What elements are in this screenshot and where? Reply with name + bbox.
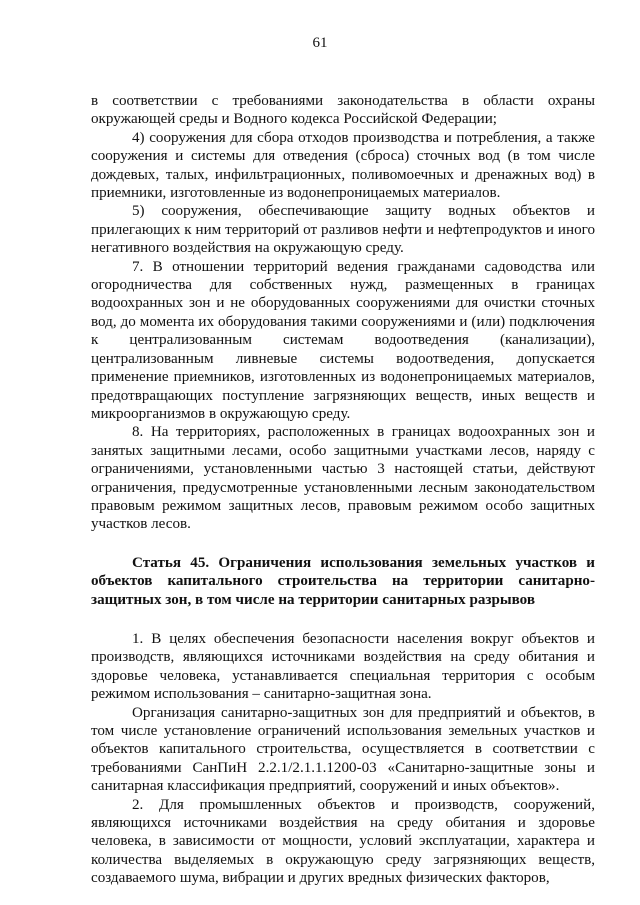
article-heading: Статья 45. Ограничения использования земельных участков и объектов капитального строительства на территории санитарно-защитных зон, в том числе на территории санитарных разрывов: [91, 554, 595, 608]
paragraph-point-7: 7. В отношении территорий ведения гражданами садоводства или огородничества для собственных нужд, размещенных в границах водоохранных зон и не оборудованных сооружениями для очистки сточных вод, до момента их оборудования такими сооружениями и (или) подключения к централизованным системам водоотведения (канализации), централизованным ливневые системы водоотведения, допускается применение приемников, изготовленных из водонепроницаемых материалов, предотвращающих поступление загрязняющих веществ, иных веществ и микроорганизмов в окружающую среду.: [91, 258, 595, 422]
paragraph-article-45-point-2: 2. Для промышленных объектов и производств, сооружений, являющихся источниками воздействия на среду обитания и здоровье человека, в зависимости от мощности, условий эксплуатации, характера и количества выделяемых в окружающую среду загрязняющих веществ, создаваемого шума, вибрации и других вредных физических факторов,: [91, 796, 595, 887]
page-number: 61: [312, 35, 328, 51]
paragraph-article-45-organization: Организация санитарно-защитных зон для предприятий и объектов, в том числе установление ограничений использования земельных участков и объектов капитального строительства, осуществляется в соответствии с требованиями СанПиН 2.2.1/2.1.1.1200-03 «Санитарно-защитные зоны и санитарная классификация предприятий, сооружений и иных объектов».: [91, 704, 595, 795]
paragraph-item-5: 5) сооружения, обеспечивающие защиту водных объектов и прилегающих к ним территорий от разливов нефти и нефтепродуктов и иного негативного воздействия на окружающую среду.: [91, 203, 595, 257]
paragraph-continuation: в соответствии с требованиями законодательства в области охраны окружающей среды и Водного кодекса Российской Федерации;: [91, 93, 595, 128]
document-body: [91, 92, 595, 888]
paragraph-article-45-point-1: 1. В целях обеспечения безопасности населения вокруг объектов и производств, являющихся источниками воздействия на среду обитания и здоровье человека, устанавливается специальная территория с особым режимом использования – санитарно-защитная зона.: [91, 630, 595, 703]
paragraph-point-8: 8. На территориях, расположенных в границах водоохранных зон и занятых защитными лесами, особо защитными участками лесов, наряду с ограничениями, установленными частью 3 настоящей статьи, действуют ограничения, предусмотренные установленными лесным законодательством правовым режимом защитных лесов, правовым режимом особо защитных участков лесов.: [91, 424, 595, 533]
paragraph-item-4: 4) сооружения для сбора отходов производства и потребления, а также сооружения и системы для отведения (сброса) сточных вод (в том числе дождевых, талых, инфильтрационных, поливомоечных и дренажных вод) в приемники, изготовленные из водонепроницаемых материалов.: [91, 129, 595, 202]
